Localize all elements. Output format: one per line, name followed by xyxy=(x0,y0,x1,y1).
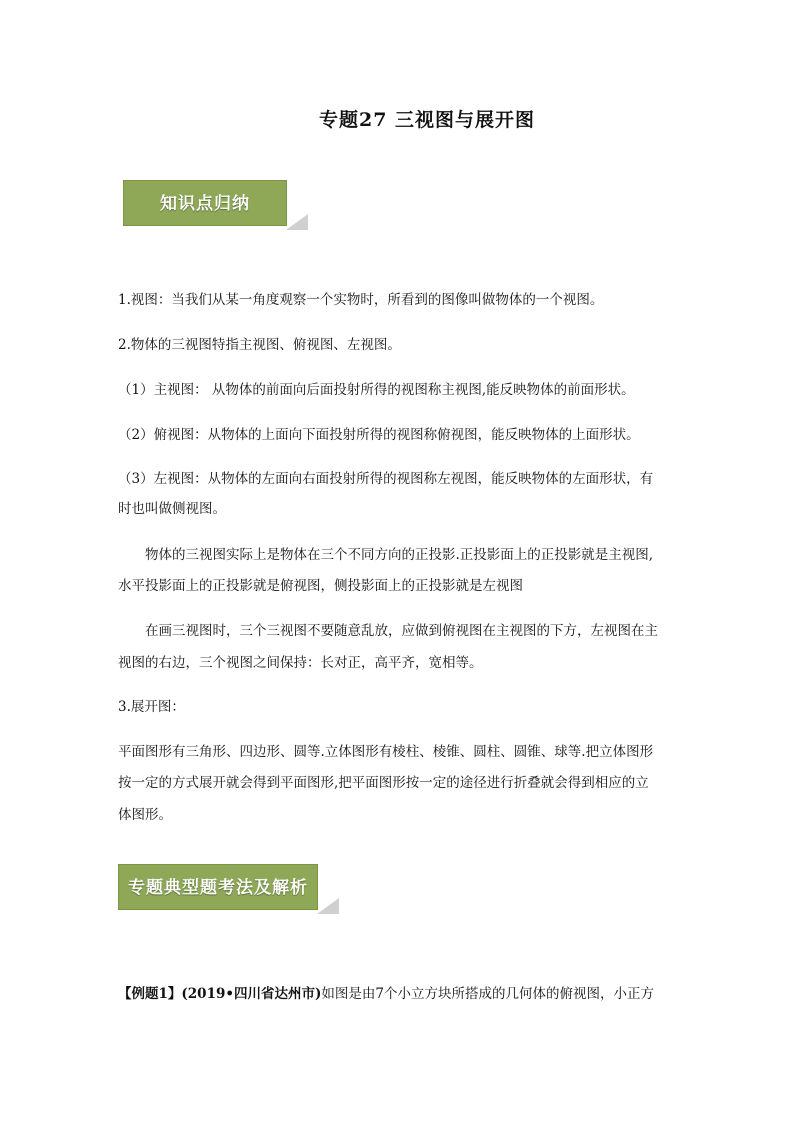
example-1-text: 如图是由7个小立方块所搭成的几何体的俯视图，小正方 xyxy=(321,986,654,1002)
page-title: 专题27 三视图与展开图 xyxy=(318,109,536,131)
paragraph-4: （2）俯视图：从物体的上面向下面投射所得的视图称俯视图，能反映物体的上面形状。 xyxy=(118,427,640,443)
paragraph-13: 按一定的方式展开就会得到平面图形,把平面图形按一定的途径进行折叠就会得到相应的立 xyxy=(118,775,649,791)
paragraph-9: 在画三视图时，三个三视图不要随意乱放，应做到俯视图在主视图的下方，左视图在主 xyxy=(145,623,658,639)
header-shadow-shape xyxy=(317,898,339,914)
paragraph-11: 3.展开图： xyxy=(118,699,185,715)
example-1-line xyxy=(118,978,678,1010)
paragraph-14: 体图形。 xyxy=(118,807,172,823)
header-shadow-shape xyxy=(286,214,308,230)
section-header-knowledge-label: 知识点归纳 xyxy=(123,180,287,226)
paragraph-7: 物体的三视图实际上是物体在三个不同方向的正投影.正投影面上的正投影就是主视图, xyxy=(145,547,654,563)
paragraph-2: 2.物体的三视图特指主视图、俯视图、左视图。 xyxy=(118,337,401,353)
paragraph-5: （3）左视图：从物体的左面向右面投射所得的视图称左视图，能反映物体的左面形状，有 xyxy=(118,471,654,487)
example-1-label: 【例题1】(2019•四川省达州市) xyxy=(118,986,322,1002)
section-header-examples-label: 专题典型题考法及解析 xyxy=(118,864,318,910)
paragraph-8: 水平投影面上的正投影就是俯视图，侧投影面上的正投影就是左视图 xyxy=(118,578,523,594)
section-header-knowledge xyxy=(123,180,313,226)
paragraph-3: （1）主视图： 从物体的前面向后面投射所得的视图称主视图,能反映物体的前面形状。 xyxy=(118,382,635,398)
paragraph-1: 1.视图：当我们从某一角度观察一个实物时，所看到的图像叫做物体的一个视图。 xyxy=(118,292,604,308)
paragraph-12: 平面图形有三角形、四边形、圆等.立体图形有棱柱、棱锥、圆柱、圆锥、球等.把立体图形 xyxy=(118,744,654,760)
paragraph-6: 时也叫做侧视图。 xyxy=(118,501,226,517)
paragraph-10: 视图的右边，三个视图之间保持：长对正，高平齐，宽相等。 xyxy=(118,655,483,671)
section-header-examples xyxy=(118,864,343,910)
